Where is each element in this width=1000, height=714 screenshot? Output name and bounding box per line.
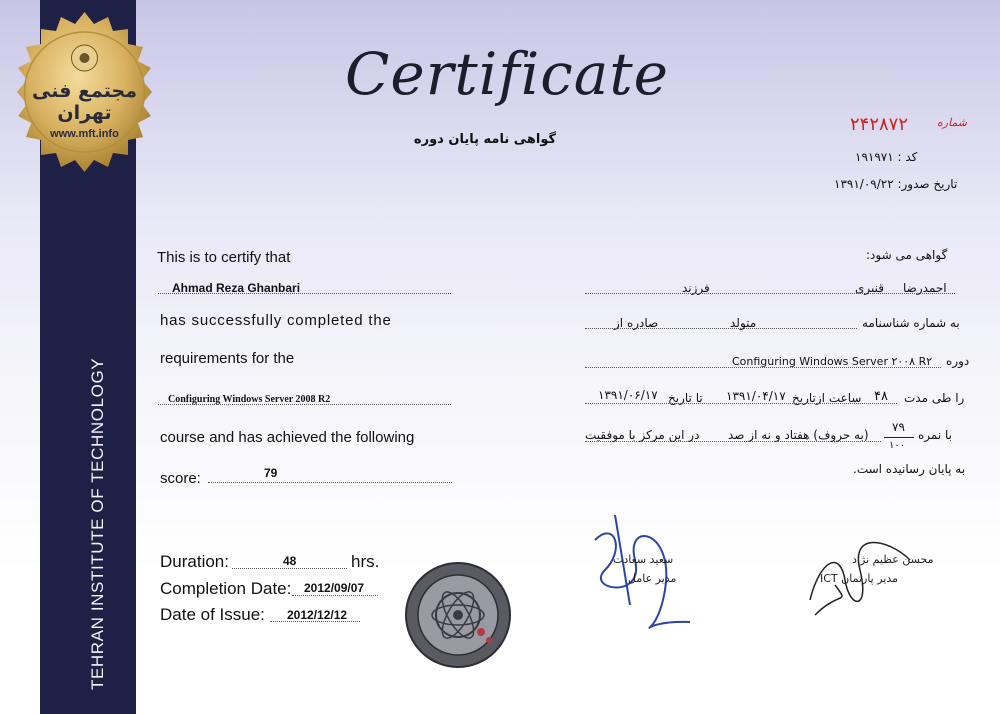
issue-label: Date of Issue: [160, 605, 265, 624]
id-fa-underline [585, 328, 857, 329]
completion-underline [292, 595, 378, 596]
duration-underline [232, 568, 347, 569]
certificate-subtitle: گواهی نامه پایان دوره [413, 132, 557, 147]
duration-value: 48 [283, 554, 297, 568]
duration-unit: hrs. [351, 552, 380, 571]
name-fa-underline [585, 293, 955, 294]
left-signature-scribble [585, 510, 705, 630]
duration-fa-underline [585, 403, 897, 404]
serial-number: ۲۴۲۸۷۲ [850, 114, 909, 135]
family-fa: قنبری [855, 281, 884, 295]
duration-fa: ۴۸ [874, 389, 888, 404]
issued-from-fa: صادره از [614, 316, 659, 330]
issue-date-en: 2012/12/12 [287, 608, 348, 622]
course-name: Configuring Windows Server 2008 R2 [168, 394, 331, 405]
to-date-fa: ۱۳۹۱/۰۶/۱۷ [598, 388, 658, 402]
certify-intro: This is to certify that [157, 249, 291, 266]
serial-label: شماره [937, 116, 968, 129]
completion-date: 2012/09/07 [304, 581, 365, 595]
success-fa: در این مرکز با موفقیت [585, 428, 700, 442]
end-fa: به پایان رسانیده است. [853, 462, 966, 476]
course-fa: Configuring Windows Server ۲۰۰۸ R۲ [732, 355, 933, 368]
certificate-title: Certificate [345, 40, 669, 108]
completed-text: has successfully completed the [160, 312, 392, 329]
band-institute-name: TEHRAN INSTITUTE OF TECHNOLOGY [88, 357, 107, 690]
requirements-text: requirements for the [160, 350, 295, 367]
right-signer-name: محسن عظیم نژاد [852, 553, 934, 566]
to-label-fa: تا تاریخ [668, 391, 703, 405]
seal-name: مجتمع فنی تهران [32, 80, 137, 124]
duration-label: Duration: [160, 552, 229, 571]
child-of-fa: فرزند [682, 281, 710, 295]
right-signer-title: مدیر پارتمان ICT [820, 572, 899, 585]
left-signer-name: سعید سعادت [613, 553, 674, 566]
completion-label: Completion Date: [160, 579, 292, 598]
score-fa-underline [585, 441, 881, 442]
gold-seal [2, 10, 167, 175]
born-fa: متولد [730, 316, 757, 330]
code-line: کد : ۱۹۱۹۷۱ [855, 150, 918, 164]
name-underline [158, 293, 451, 294]
score-den-fa: ۱۰۰ [889, 440, 906, 451]
recipient-name: Ahmad Reza Ghanbari [172, 281, 301, 295]
score-label-fa: با نمره [918, 428, 952, 442]
course-fa-underline [585, 367, 941, 368]
left-signer-title: مدیر عامل [628, 572, 677, 585]
emblem-seal-icon [403, 560, 513, 670]
issue-underline [270, 621, 360, 622]
score-value: 79 [264, 466, 278, 480]
issue-date-fa: تاریخ صدور: ۱۳۹۱/۰۹/۲۲ [834, 177, 958, 191]
name-fa: احمدرضا [903, 281, 947, 295]
achieved-text: course and has achieved the following [160, 429, 415, 446]
duration-prefix-fa: را طی مدت [904, 391, 965, 405]
score-num-fa: ۷۹ [892, 420, 905, 434]
course-underline [158, 404, 451, 405]
seal-url: www.mft.info [50, 128, 119, 140]
score-label: score: [160, 470, 201, 487]
from-label-fa: ساعت ازتاریخ [792, 391, 862, 405]
id-line-fa: به شماره شناسنامه [862, 316, 960, 330]
certify-fa: گواهی می شود: [866, 248, 948, 262]
score-fraction-bar [884, 437, 914, 438]
course-label-fa: دوره [946, 354, 970, 368]
from-date-fa: ۱۳۹۱/۰۴/۱۷ [726, 389, 786, 403]
score-words-fa: (به حروف) هفتاد و نه از صد [728, 428, 869, 442]
institute-emblem [403, 560, 513, 670]
score-underline [208, 482, 452, 483]
